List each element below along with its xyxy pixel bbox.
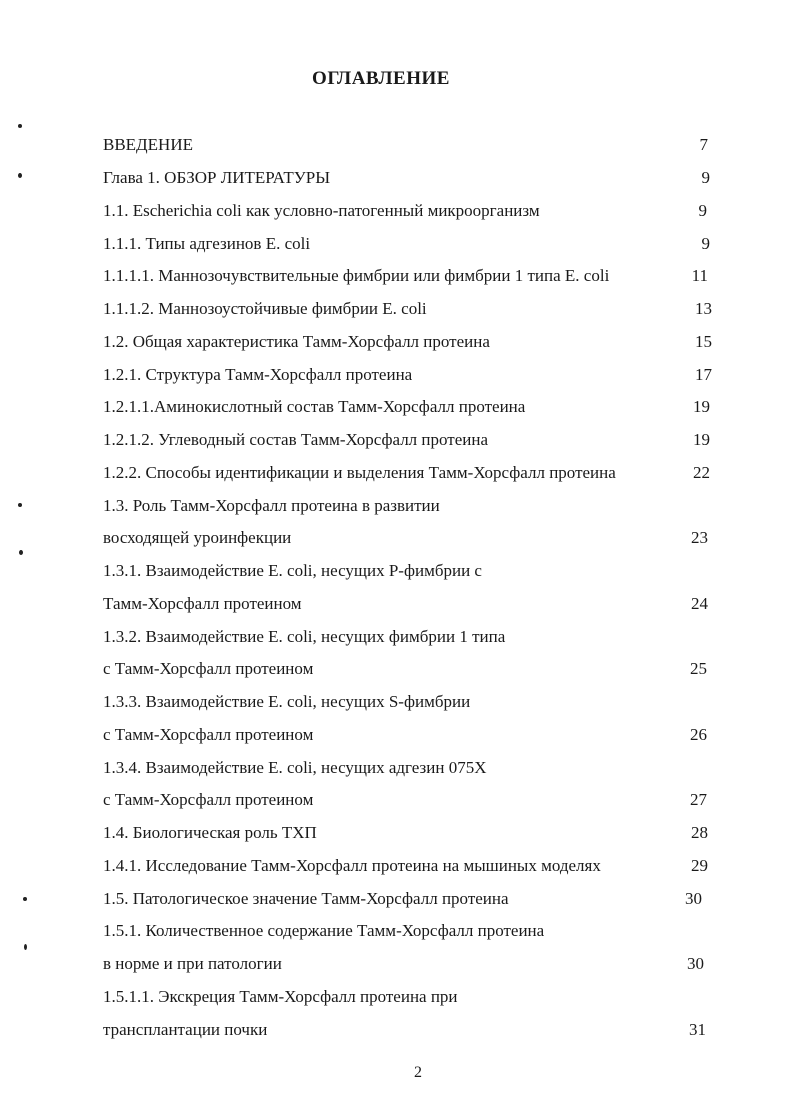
toc-entry-page: 28 (691, 823, 708, 842)
toc-entry-page: 30 (687, 954, 704, 973)
toc-entry-text: восходящей уроинфекции (103, 528, 292, 547)
toc-entry-page: 25 (690, 659, 707, 678)
scan-speck (24, 944, 27, 950)
toc-entry-page: 26 (690, 725, 707, 744)
page-title: ОГЛАВЛЕНИЕ (312, 68, 450, 89)
toc-entry-page: 24 (691, 594, 708, 613)
toc-entry-page: 17 (695, 365, 712, 384)
toc-entry-page: 9 (698, 201, 707, 220)
toc-entry-page: 27 (690, 790, 707, 809)
toc-entry-text: 1.5.1. Количественное содержание Тамм-Хорсфалл протеина (103, 921, 545, 940)
scan-speck (19, 550, 23, 555)
toc-entry-text: 1.5. Патологическое значение Тамм-Хорсфалл протеина (103, 889, 509, 908)
toc-entry-text: 1.2.1. Структура Тамм-Хорсфалл протеина (103, 365, 413, 384)
toc-entry-text: с Тамм-Хорсфалл протеином (103, 725, 314, 744)
toc-entry-page: 19 (693, 397, 710, 416)
toc-entry-text: с Тамм-Хорсфалл протеином (103, 659, 314, 678)
page-number: 2 (414, 1064, 422, 1081)
toc-entry-page: 9 (701, 234, 710, 253)
toc-entry-text: в норме и при патологии (103, 954, 282, 973)
toc-entry-text: Глава 1. ОБЗОР ЛИТЕРАТУРЫ (103, 168, 331, 187)
toc-entry-text: 1.3.3. Взаимодействие E. coli, несущих S-фимбрии (103, 692, 471, 711)
scan-speck (18, 124, 22, 128)
toc-entry-text: 1.2.1.1.Аминокислотный состав Тамм-Хорсфалл протеина (103, 397, 526, 416)
toc-entry-text: 1.5.1.1. Экскреция Тамм-Хорсфалл протеина при (103, 987, 458, 1006)
toc-entry-text: 1.3.2. Взаимодействие E. coli, несущих фимбрии 1 типа (103, 627, 506, 646)
toc-entry-text: 1.3.4. Взаимодействие E. coli, несущих адгезин 075X (103, 758, 487, 777)
scan-speck (18, 173, 22, 178)
toc-entry-page: 22 (693, 463, 710, 482)
toc-entry-text: 1.4. Биологическая роль ТХП (103, 823, 317, 842)
toc-entry-text: 1.1.1.2. Маннозоустойчивые фимбрии E. coli (103, 299, 427, 318)
toc-entry-text: ВВЕДЕНИЕ (103, 135, 193, 154)
toc-entry-text: 1.4.1. Исследование Тамм-Хорсфалл протеина на мышиных моделях (103, 856, 601, 875)
scan-speck (18, 503, 22, 507)
toc-entry-text: 1.3.1. Взаимодействие E. coli, несущих P-фимбрии с (103, 561, 482, 580)
toc-entry-text: 1.1.1. Типы адгезинов E. coli (103, 234, 311, 253)
toc-entry-text: 1.2.2. Способы идентификации и выделения Тамм-Хорсфалл протеина (103, 463, 616, 482)
toc-entry-page: 29 (691, 856, 708, 875)
toc-entry-text: трансплантации почки (103, 1020, 268, 1039)
toc-entry-text: 1.1.1.1. Маннозочувствительные фимбрии или фимбрии 1 типа E. coli (103, 266, 610, 285)
toc-entry-page: 30 (685, 889, 702, 908)
toc-entry-text: 1.2.1.2. Углеводный состав Тамм-Хорсфалл протеина (103, 430, 488, 449)
toc-entry-page: 19 (693, 430, 710, 449)
toc-entry-page: 31 (689, 1020, 706, 1039)
toc-entry-page: 11 (691, 266, 708, 285)
toc-entry-page: 23 (691, 528, 708, 547)
toc-entry-text: 1.2. Общая характеристика Тамм-Хорсфалл протеина (103, 332, 490, 351)
scan-speck (23, 897, 27, 901)
toc-entry-page: 9 (701, 168, 710, 187)
toc-entry-text: Тамм-Хорсфалл протеином (103, 594, 302, 613)
toc-entry-page: 7 (699, 135, 708, 154)
toc-entry-page: 13 (695, 299, 712, 318)
toc-entry-text: 1.3. Роль Тамм-Хорсфалл протеина в развитии (103, 496, 440, 515)
toc-entry-text: 1.1. Escherichia coli как условно-патогенный микроорганизм (103, 201, 540, 220)
toc-entry-page: 15 (695, 332, 712, 351)
toc-entry-text: с Тамм-Хорсфалл протеином (103, 790, 314, 809)
